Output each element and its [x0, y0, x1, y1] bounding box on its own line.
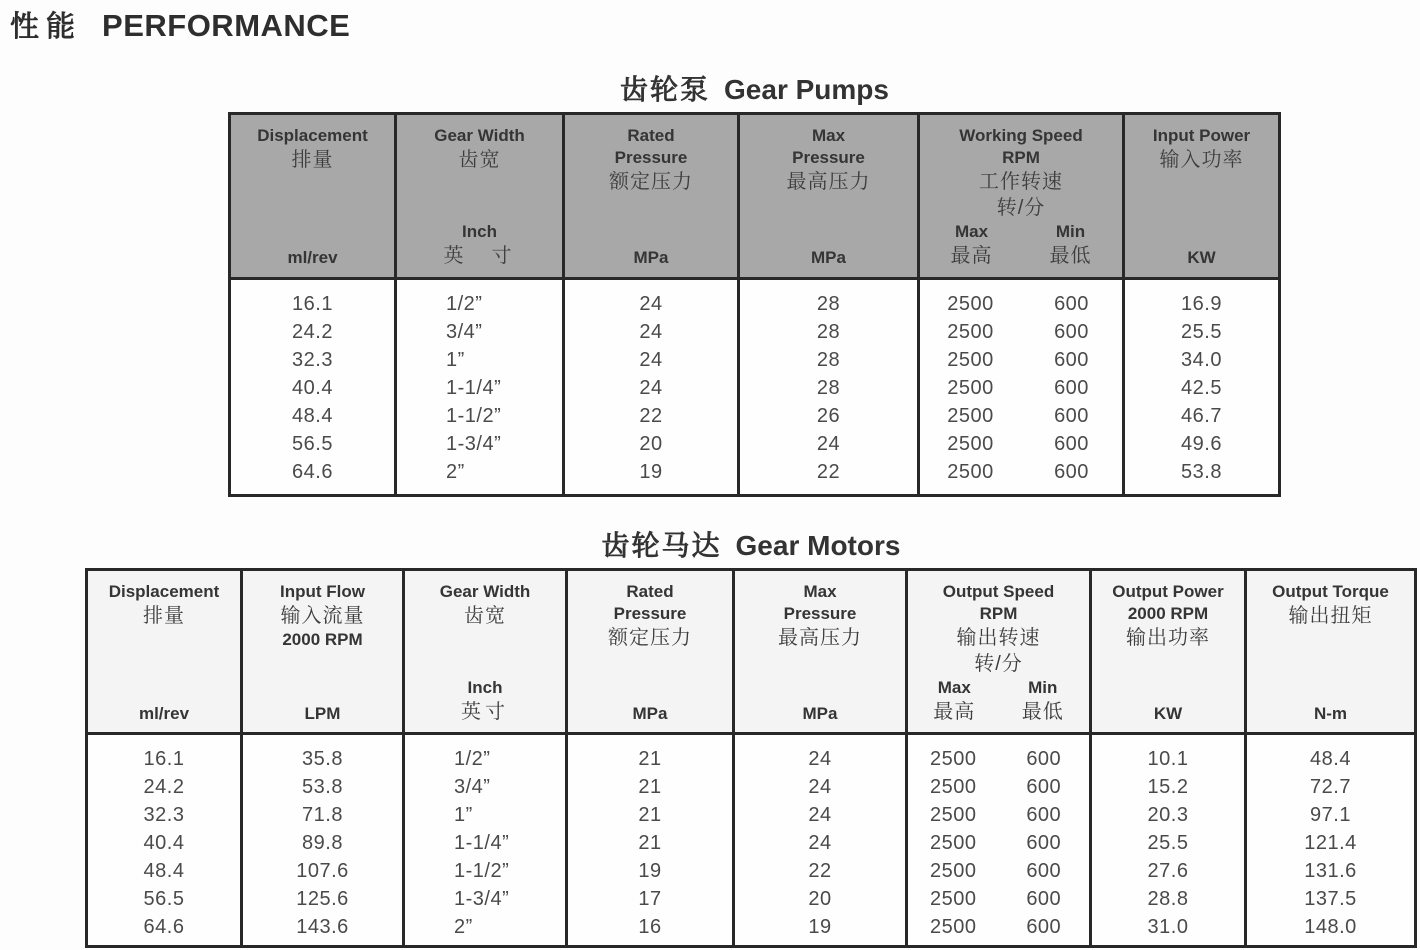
cell-working-speed	[920, 318, 1125, 346]
max-min-sublabels	[910, 677, 1087, 725]
col-header-label-en: Output Speed	[942, 582, 1055, 601]
cell-gear-width: 1-1/4”	[405, 829, 568, 857]
cell-input-power: 53.8	[1181, 461, 1222, 483]
cell-output-power: 20.3	[1092, 801, 1247, 829]
sublabel-max-zh: 最高	[950, 245, 993, 267]
col-header-label-en: Pressure	[613, 604, 687, 623]
table-row	[231, 458, 1278, 494]
cell-working-speed	[920, 374, 1125, 402]
cell-input-flow: 35.8	[243, 735, 405, 773]
cell-displacement: 16.1	[231, 280, 397, 318]
cell-rated-pressure: 24	[565, 280, 740, 318]
sublabel-max-zh: 最高	[933, 701, 976, 723]
cell-input-power: 46.7	[1181, 405, 1222, 427]
cell-input-flow: 89.8	[243, 829, 405, 857]
cell-rated-pressure: 19	[568, 857, 735, 885]
cell-working-speed	[920, 430, 1125, 458]
cell-max-pressure: 24	[735, 735, 908, 773]
cell-max-pressure: 24	[735, 829, 908, 857]
cell-max-pressure: 20	[735, 885, 908, 913]
cell-output-speed	[908, 801, 1092, 829]
cell-max-pressure: 28	[740, 318, 920, 346]
cell-speed-max: 2500	[947, 321, 994, 343]
cell-speed-min: 600	[1026, 804, 1062, 826]
cell-max-pressure: 26	[740, 402, 920, 430]
page-title-zh: 性能	[10, 11, 83, 43]
cell-speed-max: 2500	[947, 349, 994, 371]
col-header-label-zh: 转/分	[974, 653, 1023, 675]
col-header-unit: N-m	[1313, 704, 1348, 723]
cell-speed-max: 2500	[930, 860, 977, 882]
cell-speed-max: 2500	[930, 916, 977, 938]
cell-rated-pressure: 22	[565, 402, 740, 430]
cell-displacement: 56.5	[88, 885, 243, 913]
cell-speed-max: 2500	[930, 804, 977, 826]
cell-rated-pressure: 21	[568, 773, 735, 801]
col-header-label-en: RPM	[1002, 148, 1040, 167]
cell-input-flow: 107.6	[243, 857, 405, 885]
page-title-en: PERFORMANCE	[102, 8, 351, 43]
col-header-label-zh: 输出转速	[956, 627, 1041, 649]
cell-output-power: 31.0	[1092, 913, 1247, 945]
col-header-label-en: Displacement	[108, 582, 220, 601]
cell-speed-min: 600	[1054, 405, 1089, 427]
cell-rated-pressure: 16	[568, 913, 735, 945]
table-row	[231, 346, 1278, 374]
cell-speed-max: 2500	[930, 776, 977, 798]
cell-speed-min: 600	[1026, 860, 1062, 882]
cell-gear-width: 2”	[397, 458, 565, 494]
cell-gear-width: 1-1/2”	[405, 857, 568, 885]
cell-speed-max: 2500	[947, 433, 994, 455]
col-header-unit: KW	[1153, 704, 1183, 723]
cell-displacement: 24.2	[231, 318, 397, 346]
cell-max-pressure: 28	[740, 374, 920, 402]
col-header-label-zh: 输出扭矩	[1288, 605, 1373, 627]
gear-motors-table	[85, 568, 1417, 948]
col-header-rated-pressure	[565, 115, 740, 278]
gear-pumps-body	[231, 280, 1278, 494]
cell-speed-max: 2500	[930, 888, 977, 910]
col-header-unit: LPM	[304, 704, 341, 723]
cell-rated-pressure: 20	[565, 430, 740, 458]
col-header-label-en: 2000 RPM	[1127, 604, 1209, 623]
cell-output-torque: 121.4	[1304, 832, 1357, 854]
col-header-label-zh: 额定压力	[609, 171, 693, 193]
cell-displacement: 16.1	[88, 735, 243, 773]
col-header-label-zh: 输出功率	[1125, 627, 1210, 649]
cell-input-flow: 71.8	[243, 801, 405, 829]
cell-displacement: 40.4	[88, 829, 243, 857]
cell-input-flow: 143.6	[243, 913, 405, 945]
cell-output-speed	[908, 829, 1092, 857]
col-header-label-en: Max	[803, 582, 837, 601]
col-header-label-zh: 工作转速	[979, 171, 1063, 193]
col-header-label-zh: 额定压力	[608, 627, 692, 649]
gear-pumps-header-row	[231, 115, 1278, 280]
col-header-working-speed	[920, 115, 1125, 278]
col-header-label-zh: 转/分	[996, 197, 1046, 219]
cell-output-power: 27.6	[1092, 857, 1247, 885]
cell-speed-max: 2500	[930, 832, 977, 854]
sublabel-min-en: Min	[1055, 222, 1086, 241]
col-header-label-en: Output Torque	[1272, 582, 1389, 601]
table-row	[88, 801, 1414, 829]
cell-displacement: 32.3	[231, 346, 397, 374]
cell-max-pressure: 24	[735, 801, 908, 829]
table-row	[88, 735, 1414, 773]
col-header-label-en: RPM	[979, 604, 1018, 623]
col-header-unit: ml/rev	[287, 248, 338, 267]
cell-rated-pressure: 24	[565, 374, 740, 402]
cell-displacement: 48.4	[88, 857, 243, 885]
cell-gear-width: 1-1/4”	[397, 374, 565, 402]
cell-speed-min: 600	[1054, 293, 1089, 315]
col-header-rated-pressure	[568, 571, 735, 734]
cell-rated-pressure: 17	[568, 885, 735, 913]
col-header-label-en: Input Power	[1152, 126, 1251, 145]
cell-gear-width: 1-3/4”	[405, 885, 568, 913]
cell-output-speed	[908, 773, 1092, 801]
cell-rated-pressure: 21	[568, 801, 735, 829]
gear-pumps-title-zh: 齿轮泵	[620, 74, 711, 105]
table-row	[231, 430, 1278, 458]
table-row	[88, 773, 1414, 801]
col-header-unit: MPa	[802, 704, 838, 723]
cell-input-flow: 125.6	[243, 885, 405, 913]
cell-gear-width: 1/2”	[397, 280, 565, 318]
col-header-unit: ml/rev	[138, 704, 190, 723]
gear-pumps-title	[228, 68, 1281, 108]
cell-working-speed	[920, 458, 1125, 494]
table-row	[88, 885, 1414, 913]
cell-rated-pressure: 21	[568, 829, 735, 857]
cell-output-torque: 97.1	[1310, 804, 1351, 826]
col-header-unit: Inch	[462, 222, 497, 241]
col-header-label-en: Max	[811, 126, 846, 145]
cell-output-torque: 148.0	[1304, 916, 1357, 938]
cell-displacement: 24.2	[88, 773, 243, 801]
cell-output-speed	[908, 913, 1092, 945]
col-header-label-en: Gear Width	[434, 126, 525, 145]
cell-working-speed	[920, 280, 1125, 318]
col-header-output-power	[1092, 571, 1247, 734]
gear-pumps-title-en: Gear Pumps	[724, 74, 889, 105]
cell-speed-min: 600	[1054, 321, 1089, 343]
cell-speed-min: 600	[1026, 916, 1062, 938]
col-header-label-en: 2000 RPM	[282, 630, 363, 649]
cell-output-torque: 72.7	[1310, 776, 1351, 798]
gear-pumps-table	[228, 112, 1281, 497]
col-header-label-en: Rated	[627, 126, 675, 145]
cell-output-power: 25.5	[1092, 829, 1247, 857]
cell-input-power: 25.5	[1181, 321, 1222, 343]
cell-max-pressure: 28	[740, 346, 920, 374]
col-header-displacement	[231, 115, 397, 278]
cell-gear-width: 3/4”	[397, 318, 565, 346]
col-header-gear-width	[397, 115, 565, 278]
cell-speed-min: 600	[1054, 461, 1089, 483]
cell-max-pressure: 24	[740, 430, 920, 458]
col-header-displacement	[88, 571, 243, 734]
cell-output-speed	[908, 735, 1092, 773]
cell-speed-min: 600	[1026, 748, 1062, 770]
cell-input-flow: 53.8	[243, 773, 405, 801]
col-header-label-zh: 齿宽	[458, 149, 501, 171]
table-row	[231, 280, 1278, 318]
cell-input-power: 49.6	[1181, 433, 1222, 455]
cell-output-power: 15.2	[1092, 773, 1247, 801]
cell-gear-width: 1”	[405, 801, 568, 829]
table-row	[88, 857, 1414, 885]
col-header-label-zh: 输入流量	[280, 605, 365, 627]
col-header-label-zh: 齿宽	[464, 605, 506, 627]
col-header-label-en: Output Power	[1112, 582, 1224, 601]
col-header-label-zh: 最高压力	[786, 171, 871, 193]
cell-max-pressure: 24	[735, 773, 908, 801]
cell-gear-width: 2”	[405, 913, 568, 945]
sublabel-max-en: Max	[954, 222, 989, 241]
cell-input-power: 42.5	[1181, 377, 1222, 399]
col-header-unit: MPa	[633, 248, 669, 267]
cell-speed-min: 600	[1054, 433, 1089, 455]
col-header-label-zh: 排量	[142, 605, 185, 627]
gear-motors-title	[85, 524, 1417, 564]
col-header-input-power	[1125, 115, 1278, 278]
cell-displacement: 56.5	[231, 430, 397, 458]
col-header-label-en: Displacement	[257, 126, 368, 145]
cell-speed-max: 2500	[947, 405, 994, 427]
cell-speed-min: 600	[1054, 377, 1089, 399]
gear-motors-title-zh: 齿轮马达	[601, 530, 722, 561]
col-header-max-pressure	[740, 115, 920, 278]
gear-motors-title-en: Gear Motors	[735, 530, 901, 561]
cell-rated-pressure: 24	[565, 346, 740, 374]
col-header-input-flow	[243, 571, 405, 734]
table-row	[231, 402, 1278, 430]
table-row	[231, 374, 1278, 402]
col-header-label-en: Pressure	[614, 148, 688, 167]
cell-working-speed	[920, 346, 1125, 374]
cell-max-pressure: 28	[740, 280, 920, 318]
cell-speed-max: 2500	[930, 748, 977, 770]
gear-motors-header-row	[88, 571, 1414, 735]
col-header-label-en: Pressure	[792, 148, 865, 167]
sublabel-min-en: Min	[1028, 678, 1058, 697]
col-header-label-zh: 排量	[291, 149, 334, 171]
table-row	[231, 318, 1278, 346]
sublabel-min-zh: 最低	[1049, 245, 1092, 267]
col-header-label-zh: 输入功率	[1159, 149, 1244, 171]
col-header-unit-zh: 英 寸	[443, 245, 516, 267]
col-header-label-en: Working Speed	[959, 126, 1083, 145]
cell-output-torque: 48.4	[1310, 748, 1351, 770]
cell-displacement: 64.6	[231, 458, 397, 494]
cell-output-speed	[908, 885, 1092, 913]
col-header-label-en: Gear Width	[439, 582, 531, 601]
cell-speed-max: 2500	[947, 377, 994, 399]
col-header-output-torque	[1247, 571, 1414, 734]
cell-displacement: 32.3	[88, 801, 243, 829]
cell-displacement: 48.4	[231, 402, 397, 430]
table-row	[88, 913, 1414, 945]
col-header-unit: MPa	[632, 704, 668, 723]
cell-max-pressure: 19	[735, 913, 908, 945]
sublabel-min-zh: 最低	[1021, 701, 1064, 723]
cell-speed-min: 600	[1026, 832, 1062, 854]
cell-rated-pressure: 19	[565, 458, 740, 494]
cell-displacement: 64.6	[88, 913, 243, 945]
cell-output-power: 28.8	[1092, 885, 1247, 913]
col-header-label-zh: 最高压力	[778, 627, 862, 649]
table-row	[88, 829, 1414, 857]
col-header-unit: MPa	[811, 248, 846, 267]
col-header-gear-width	[405, 571, 568, 734]
max-min-sublabels	[922, 221, 1120, 269]
cell-speed-max: 2500	[947, 461, 994, 483]
sublabel-max-en: Max	[937, 678, 971, 697]
cell-speed-min: 600	[1026, 776, 1062, 798]
gear-motors-body	[88, 735, 1414, 945]
col-header-label-en: Input Flow	[280, 582, 365, 601]
cell-displacement: 40.4	[231, 374, 397, 402]
col-header-output-speed	[908, 571, 1092, 734]
cell-max-pressure: 22	[740, 458, 920, 494]
cell-gear-width: 1-1/2”	[397, 402, 565, 430]
page-title	[10, 4, 350, 45]
cell-gear-width: 1/2”	[405, 735, 568, 773]
cell-rated-pressure: 21	[568, 735, 735, 773]
col-header-label-en: Pressure	[783, 604, 857, 623]
cell-working-speed	[920, 402, 1125, 430]
cell-input-power: 34.0	[1181, 349, 1222, 371]
cell-max-pressure: 22	[735, 857, 908, 885]
col-header-unit: Inch	[467, 678, 503, 697]
cell-gear-width: 1”	[397, 346, 565, 374]
col-header-unit: KW	[1187, 248, 1216, 267]
cell-output-torque: 131.6	[1304, 860, 1357, 882]
cell-output-power: 10.1	[1092, 735, 1247, 773]
cell-gear-width: 1-3/4”	[397, 430, 565, 458]
cell-speed-min: 600	[1054, 349, 1089, 371]
cell-output-speed	[908, 857, 1092, 885]
cell-gear-width: 3/4”	[405, 773, 568, 801]
cell-input-power: 16.9	[1181, 293, 1222, 315]
col-header-unit-zh: 英寸	[461, 701, 509, 723]
cell-speed-min: 600	[1026, 888, 1062, 910]
col-header-label-en: Rated	[626, 582, 674, 601]
col-header-max-pressure	[735, 571, 908, 734]
cell-output-torque: 137.5	[1304, 888, 1357, 910]
cell-speed-max: 2500	[947, 293, 994, 315]
cell-rated-pressure: 24	[565, 318, 740, 346]
